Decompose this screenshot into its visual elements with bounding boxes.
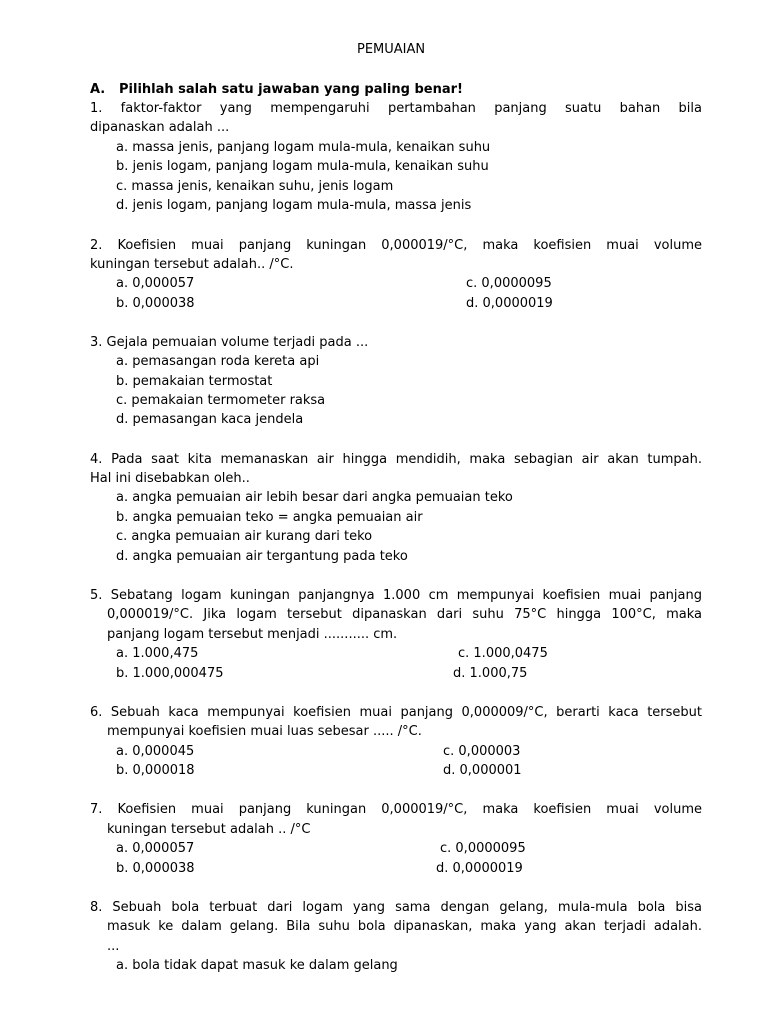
q2-text-line1: 2. Koefisien muai panjang kuningan 0,000019/°C, maka koefisien muai volume [90, 238, 702, 253]
section-letter: A. [90, 82, 106, 97]
document-title: PEMUAIAN [357, 42, 426, 57]
q4-option-b: b. angka pemuaian teko = angka pemuaian air [116, 510, 423, 525]
q4-option-d: d. angka pemuaian air tergantung pada teko [116, 549, 408, 564]
q5-text-line1: 5. Sebatang logam kuningan panjangnya 1.000 cm mempunyai koefisien muai panjang [90, 588, 702, 603]
q8-text-line2: masuk ke dalam gelang. Bila suhu bola dipanaskan, maka yang akan terjadi adalah. [107, 919, 702, 934]
q5-option-a: a. 1.000,475 [116, 646, 199, 661]
q2-option-b: b. 0,000038 [116, 296, 195, 311]
q5-option-c: c. 1.000,0475 [458, 646, 548, 661]
q5-option-b: b. 1.000,000475 [116, 666, 224, 681]
q5-option-d: d. 1.000,75 [453, 666, 528, 681]
q8-option-a: a. bola tidak dapat masuk ke dalam gelang [116, 958, 398, 973]
q7-option-a: a. 0,000057 [116, 841, 195, 856]
q1-text-line1: 1. faktor-faktor yang mempengaruhi pertambahan panjang suatu bahan bila [90, 101, 702, 116]
q1-option-d: d. jenis logam, panjang logam mula-mula, massa jenis [116, 198, 472, 213]
q4-option-c: c. angka pemuaian air kurang dari teko [116, 529, 373, 544]
q5-text-line3: panjang logam tersebut menjadi ........... cm. [107, 627, 398, 642]
q7-option-d: d. 0,0000019 [436, 861, 523, 876]
q2-option-d: d. 0,0000019 [466, 296, 553, 311]
q8-text-line3: ... [107, 939, 120, 954]
q7-text-line2: kuningan tersebut adalah .. /°C [107, 822, 311, 837]
q3-option-d: d. pemasangan kaca jendela [116, 412, 304, 427]
q3-option-c: c. pemakaian termometer raksa [116, 393, 326, 408]
q1-text-line2: dipanaskan adalah ... [90, 120, 230, 135]
q3-option-a: a. pemasangan roda kereta api [116, 354, 320, 369]
q6-option-d: d. 0,000001 [443, 763, 522, 778]
q4-text-line1: 4. Pada saat kita memanaskan air hingga mendidih, maka sebagian air akan tumpah. [90, 452, 702, 467]
q7-text-line1: 7. Koefisien muai panjang kuningan 0,000019/°C, maka koefisien muai volume [90, 802, 702, 817]
q6-text-line1: 6. Sebuah kaca mempunyai koefisien muai panjang 0,000009/°C, berarti kaca tersebut [90, 705, 702, 720]
q6-option-b: b. 0,000018 [116, 763, 195, 778]
section-heading: Pilihlah salah satu jawaban yang paling benar! [119, 82, 463, 97]
q5-text-line2: 0,000019/°C. Jika logam tersebut dipanaskan dari suhu 75°C hingga 100°C, maka [107, 607, 702, 622]
q8-text-line1: 8. Sebuah bola terbuat dari logam yang sama dengan gelang, mula-mula bola bisa [90, 900, 702, 915]
q3-text-line1: 3. Gejala pemuaian volume terjadi pada ... [90, 335, 369, 350]
q3-option-b: b. pemakaian termostat [116, 374, 273, 389]
q7-option-b: b. 0,000038 [116, 861, 195, 876]
q6-text-line2: mempunyai koefisien muai luas sebesar ..... /°C. [107, 724, 422, 739]
q6-option-c: c. 0,000003 [443, 744, 521, 759]
q1-option-b: b. jenis logam, panjang logam mula-mula, kenaikan suhu [116, 159, 489, 174]
q1-option-c: c. massa jenis, kenaikan suhu, jenis logam [116, 179, 394, 194]
q2-option-a: a. 0,000057 [116, 276, 195, 291]
q2-text-line2: kuningan tersebut adalah.. /°C. [90, 257, 294, 272]
q4-text-line2: Hal ini disebabkan oleh.. [90, 471, 250, 486]
q4-option-a: a. angka pemuaian air lebih besar dari angka pemuaian teko [116, 490, 513, 505]
q6-option-a: a. 0,000045 [116, 744, 195, 759]
q2-option-c: c. 0,0000095 [466, 276, 552, 291]
q1-option-a: a. massa jenis, panjang logam mula-mula, kenaikan suhu [116, 140, 491, 155]
q7-option-c: c. 0,0000095 [440, 841, 526, 856]
